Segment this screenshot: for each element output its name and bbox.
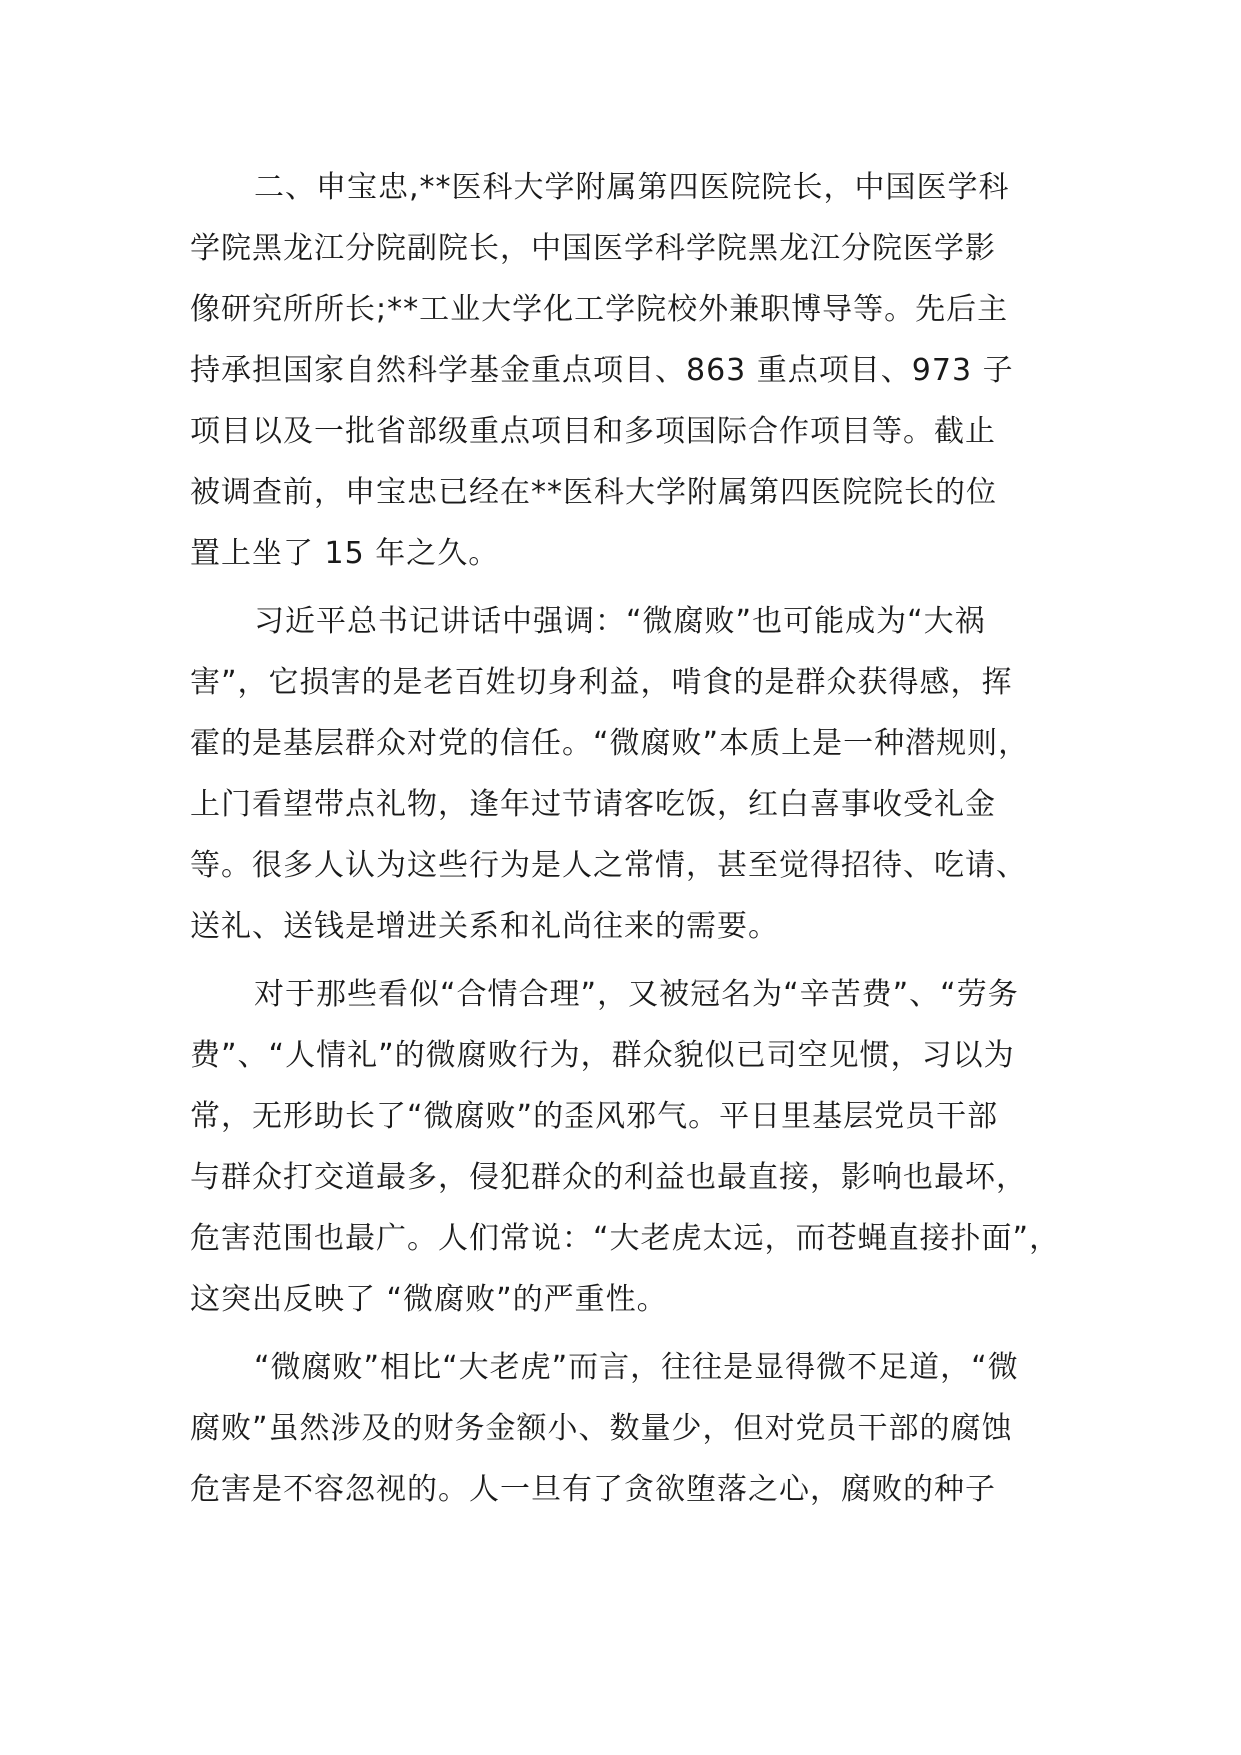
text-line: 害”，它损害的是老百姓切身利益，啃食的是群众获得感，挥 bbox=[190, 665, 1013, 700]
text-line: 霍的是基层群众对党的信任。“微腐败”本质上是一种潜规则， bbox=[190, 726, 1030, 761]
text-line: 习近平总书记讲话中强调：“微腐败”也可能成为“大祸 bbox=[254, 604, 986, 639]
paragraph-4 bbox=[190, 1337, 1060, 1520]
text-line: 危害范围也最广。人们常说：“大老虎太远，而苍蝇直接扑面”， bbox=[190, 1221, 1061, 1256]
paragraph-1 bbox=[190, 157, 1060, 584]
text-line: 送礼、送钱是增进关系和礼尚往来的需要。 bbox=[190, 909, 779, 944]
text-line: 危害是不容忽视的。人一旦有了贪欲堕落之心，腐败的种子 bbox=[190, 1472, 996, 1507]
text-line: “微腐败”相比“大老虎”而言，往往是显得微不足道，“微 bbox=[254, 1350, 1019, 1385]
text-line: 腐败”虽然涉及的财务金额小、数量少，但对党员干部的腐蚀 bbox=[190, 1411, 1013, 1446]
text-line: 这突出反映了 “微腐败”的严重性。 bbox=[190, 1282, 668, 1317]
text-line: 等。很多人认为这些行为是人之常情，甚至觉得招待、吃请、 bbox=[190, 848, 1027, 883]
text-line: 上门看望带点礼物，逢年过节请客吃饭，红白喜事收受礼金 bbox=[190, 787, 996, 822]
text-line: 项目以及一批省部级重点项目和多项国际合作项目等。截止 bbox=[190, 414, 996, 449]
paragraph-3 bbox=[190, 964, 1060, 1330]
text-line: 二、申宝忠,**医科大学附属第四医院院长，中国医学科 bbox=[254, 170, 1010, 205]
text-line: 持承担国家自然科学基金重点项目、863 重点项目、973 子 bbox=[190, 353, 1014, 388]
text-line: 与群众打交道最多，侵犯群众的利益也最直接，影响也最坏， bbox=[190, 1160, 1027, 1195]
text-line: 被调查前，申宝忠已经在**医科大学附属第四医院院长的位 bbox=[190, 475, 997, 510]
text-line: 置上坐了 15 年之久。 bbox=[190, 536, 500, 571]
paragraph-2 bbox=[190, 591, 1060, 957]
text-line: 常，无形助长了“微腐败”的歪风邪气。平日里基层党员干部 bbox=[190, 1099, 999, 1134]
text-line: 对于那些看似“合情合理”，又被冠名为“辛苦费”、“劳务 bbox=[254, 977, 1019, 1012]
text-line: 费”、“人情礼”的微腐败行为，群众貌似已司空见惯，习以为 bbox=[190, 1038, 1015, 1073]
text-line: 像研究所所长;**工业大学化工学院校外兼职博导等。先后主 bbox=[190, 292, 1009, 327]
text-line: 学院黑龙江分院副院长，中国医学科学院黑龙江分院医学影 bbox=[190, 231, 996, 266]
document-body bbox=[190, 157, 1060, 1527]
